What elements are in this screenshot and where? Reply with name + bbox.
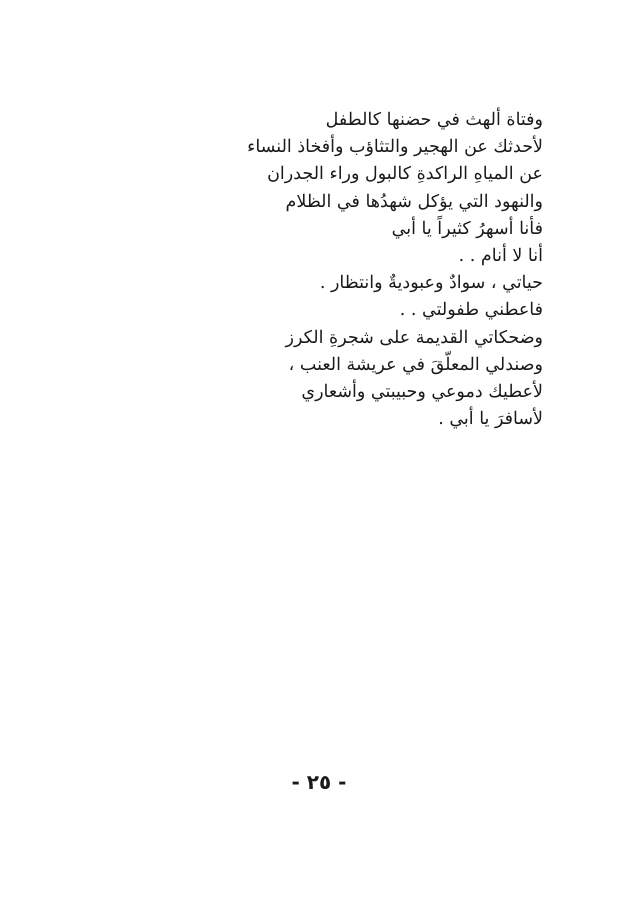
poem-line: فاعطني طفولتي . . — [399, 300, 543, 321]
poem-stanza — [243, 107, 543, 433]
poem-line: لأعطيك دموعي وحبيبتي وأشعاري — [301, 381, 543, 402]
poem-line: فأنا أسهرُ كثيراً يا أبي — [391, 218, 543, 239]
page-number: - ٢٥ - — [291, 770, 347, 794]
poem-line: أنا لا أنام . . — [458, 245, 543, 266]
poem-line: والنهود التي يؤكل شهدُها في الظلام — [285, 191, 543, 212]
poem-line: حياتي ، سوادٌ وعبوديةٌ وانتظار . — [319, 273, 543, 294]
poem-line: لأحدثك عن الهجير والتثاؤب وأفخاذ النساء — [247, 137, 543, 158]
poem-line: عن المياهِ الراكدةِ كالبول وراء الجدران — [267, 164, 543, 185]
poem-line: لأسافرَ يا أبي . — [438, 409, 543, 430]
poem-line: وصندلي المعلّقَ في عريشة العنب ، — [288, 354, 543, 375]
poem-line: وفتاة ألهث في حضنها كالطفل — [325, 110, 543, 130]
poem-line: وضحكاتي القديمة على شجرةِ الكرز — [285, 327, 543, 348]
